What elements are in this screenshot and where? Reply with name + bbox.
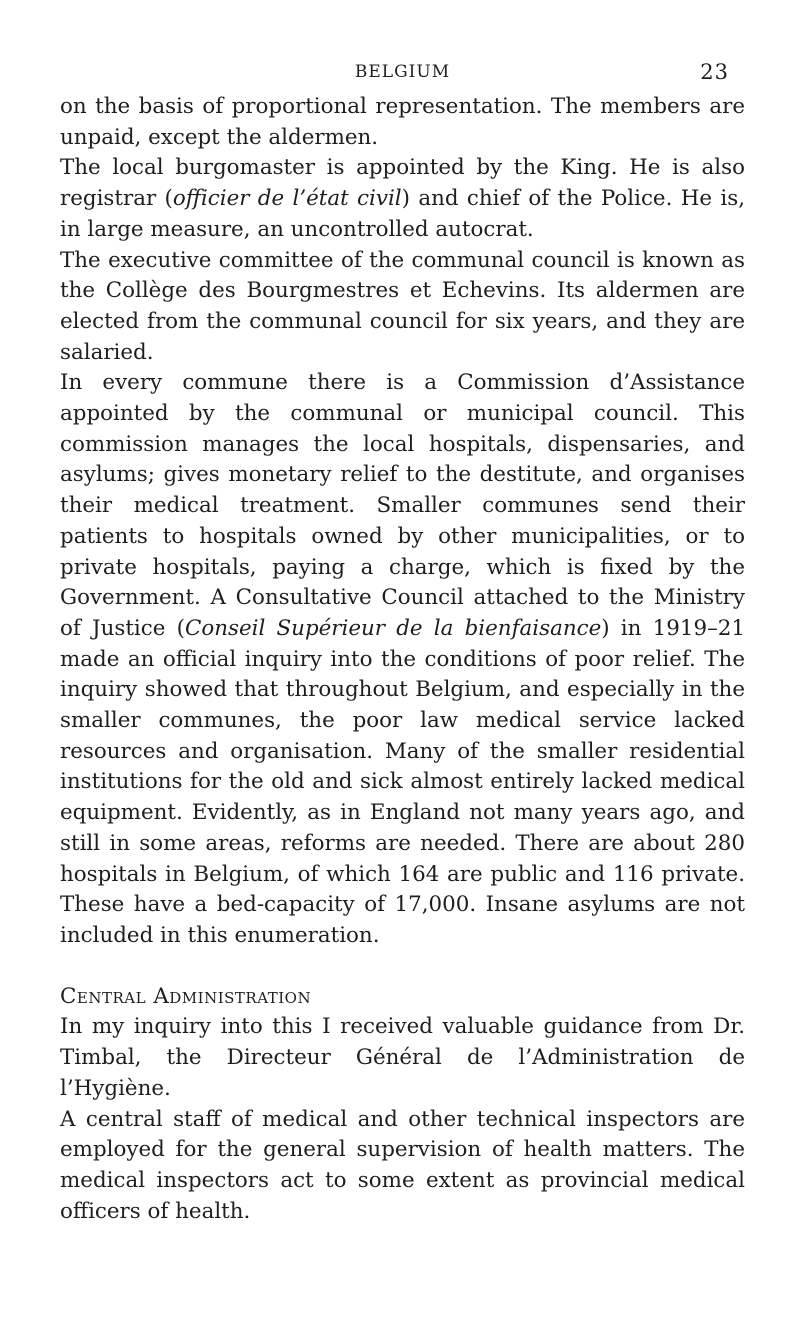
section-paragraph-1: [60, 1012, 745, 1104]
running-head: [60, 58, 745, 88]
paragraph-3-text: The executive committee of the communal council is known as the Collège des Bourgmestres et Echevins. Its aldermen are elected from the communal council for six years, and they are salaried.: [60, 247, 745, 365]
paragraph-4-text-a: In every commune there is a Commission d’Assistance appointed by the communal or municipal council. This commission manages the local hospitals, dispensaries, and asylums; gives monetary relief to the destitute, and organises their medical treatment. Smaller communes send their patients to hospitals owned by other municipalities, or to private hospitals, paying a charge, which is fixed by the Government. A Consultative Council attached to the Ministry of Justice (: [60, 370, 745, 641]
paragraph-2-text-b: ) and chief of the Police. He is, in large measure, an uncontrolled autocrat.: [60, 186, 745, 242]
paragraph-4-italic-term: Conseil Supérieur de la bienfaisance: [184, 615, 602, 641]
paragraph-1-text: on the basis of proportional representation. The members are unpaid, except the aldermen.: [60, 94, 745, 150]
section-paragraph-2: [60, 1105, 745, 1228]
paragraph-4-text-b: ) in 1919–21 made an official inquiry into the conditions of poor relief. The inquiry showed that throughout Belgium, and especially in the smaller communes, the poor law medical service lacked resources and organisation. Many of the smaller residential institutions for the old and sick almost entirely lacked medical equipment. Evidently, as in England not many years ago, and still in some areas, reforms are needed. There are about 280 hospitals in Belgium, of which 164 are public and 116 private. These have a bed-capacity of 17,000. Insane asylums are not included in this enumeration.: [60, 615, 745, 948]
paragraph-2-italic-term: officier de l’état civil: [172, 186, 402, 212]
paragraph-1: [60, 92, 745, 153]
section-paragraph-2-text: A central staff of medical and other technical inspectors are employed for the general supervision of health matters. The medical inspectors act to some extent as provincial medical officers of health.: [60, 1106, 745, 1224]
paragraph-2: [60, 153, 745, 245]
body-text: [60, 92, 745, 1227]
paragraph-4: [60, 368, 745, 951]
section-heading: Central Administration: [60, 983, 312, 1009]
running-head-title: BELGIUM: [354, 62, 451, 82]
book-page: [60, 58, 745, 1227]
page-number: 23: [700, 60, 729, 84]
section-paragraph-1-text: In my inquiry into this I received valuable guidance from Dr. Timbal, the Directeur Général de l’Administration de l’Hygiène.: [60, 1014, 745, 1101]
paragraph-2-text-a: The local burgomaster is appointed by the King. He is also registrar (: [60, 155, 745, 212]
paragraph-3: [60, 246, 745, 369]
